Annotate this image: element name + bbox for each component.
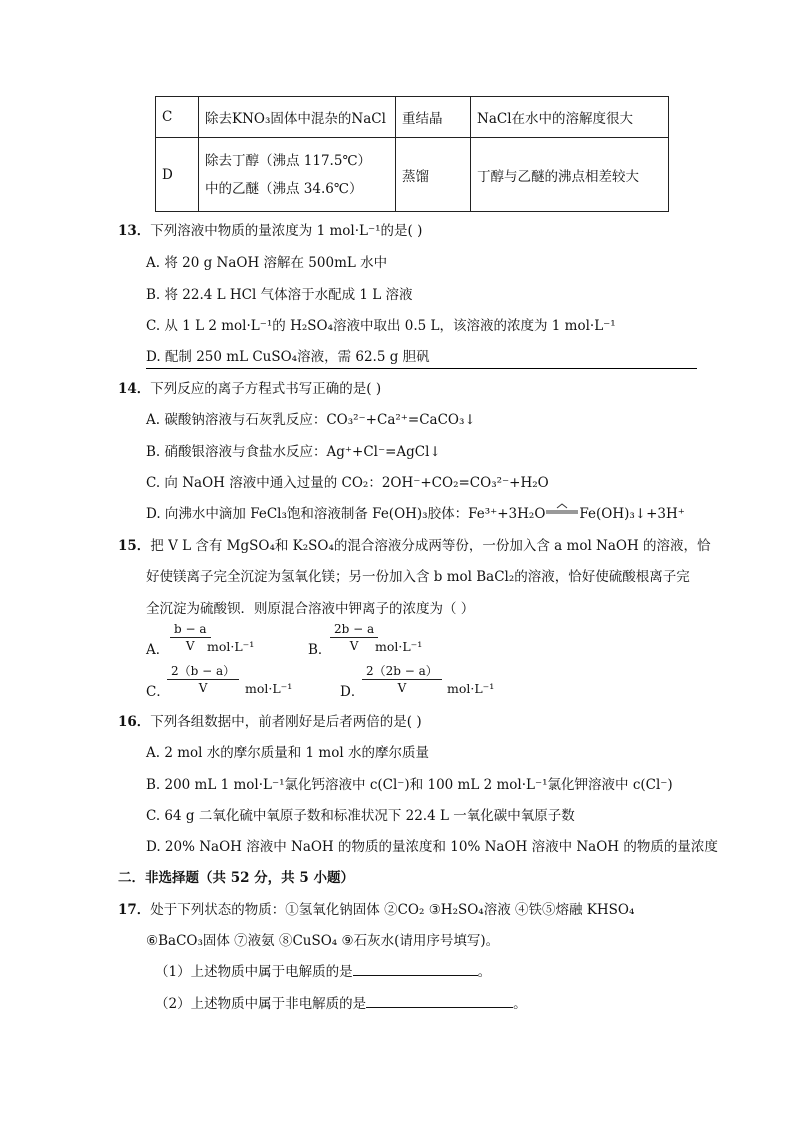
equation-left: D. 向沸水中滴加 FeCl₃饱和溶液制备 Fe(OH)₃胶体：Fe³⁺+3H₂O: [146, 506, 546, 522]
unit: mol·L⁻¹: [447, 681, 495, 696]
reason-cell: NaCl在水中的溶解度很大: [471, 97, 669, 138]
question-16-stem: [118, 710, 422, 730]
option-b-label: B．: [308, 642, 332, 658]
equation-right: Fe(OH)₃↓+3H⁺: [579, 506, 685, 522]
question-number: 15．: [118, 538, 151, 554]
option-d: D. 20% NaOH 溶液中 NaOH 的物质的量浓度和 10% NaOH 溶液中 NaOH 的物质的量浓度: [146, 839, 718, 855]
task-cell: [199, 138, 396, 212]
denominator: V: [349, 639, 359, 653]
question-13-stem: [118, 219, 422, 239]
question-text: 下列反应的离子方程式书写正确的是( ): [150, 381, 382, 397]
method-cell: 重结晶: [396, 97, 471, 138]
question-14-stem: [118, 377, 381, 397]
numerator: 2b − a: [330, 622, 378, 638]
task-line-2: 中的乙醚（沸点 34.6℃）: [205, 180, 363, 197]
question-text: 下列溶液中物质的量浓度为 1 mol·L⁻¹的是( ): [150, 223, 423, 239]
numerator: 2（2b − a）: [362, 664, 442, 680]
option-c: C. 向 NaOH 溶液中通入过量的 CO₂：2OH⁻+CO₂=CO₃²⁻+H₂O: [146, 475, 549, 491]
denominator: V: [397, 681, 407, 695]
part-2-end: 。: [513, 996, 527, 1012]
question-text: 下列各组数据中，前者刚好是后者两倍的是( ): [150, 714, 422, 730]
option-c-label: C．: [146, 684, 170, 700]
options-table: [155, 96, 669, 212]
task-cell: 除去KNO₃固体中混杂的NaCl: [199, 97, 396, 138]
unit: mol·L⁻¹: [207, 639, 255, 654]
unit: mol·L⁻¹: [375, 639, 423, 654]
part-1: [155, 960, 491, 980]
question-text: 把 V L 含有 MgSO₄和 K₂SO₄的混合溶液分成两等份，一份加入含 a mol NaOH 的溶液，恰: [150, 538, 711, 554]
question-number: 13．: [118, 223, 151, 239]
option-a: A. 将 20 g NaOH 溶解在 500mL 水中: [146, 255, 388, 271]
part-2-text: （2）上述物质中属于非电解质的是: [155, 996, 367, 1012]
option-b: B. 将 22.4 L HCl 气体溶于水配成 1 L 溶液: [146, 287, 413, 303]
question-15-line-1: [118, 534, 711, 554]
task-line-1: 除去丁醇（沸点 117.5℃）: [205, 152, 372, 169]
numerator: 2（b − a）: [167, 664, 239, 680]
option-d: D. 配制 250 mL CuSO₄溶液，需 62.5 g 胆矾: [146, 349, 430, 365]
question-number: 16．: [118, 714, 151, 730]
option-a: A. 2 mol 水的摩尔质量和 1 mol 水的摩尔质量: [146, 745, 429, 761]
question-15-line-3: 全沉淀为硫酸钡．则原混合溶液中钾离子的浓度为（ ）: [146, 601, 475, 617]
option-c-fraction: [167, 664, 239, 696]
part-1-end: 。: [477, 964, 492, 980]
row-label: C: [156, 97, 199, 138]
unit: mol·L⁻¹: [245, 681, 293, 696]
option-a: A. 碳酸钠溶液与石灰乳反应：CO₃²⁻+Ca²⁺=CaCO₃↓: [146, 412, 476, 428]
numerator: b − a: [170, 622, 211, 638]
method-cell: 蒸馏: [396, 138, 471, 212]
option-b: B. 200 mL 1 mol·L⁻¹氯化钙溶液中 c(Cl⁻)和 100 mL 2 mol·L⁻¹氯化钾溶液中 c(Cl⁻): [146, 777, 673, 793]
table-row: [156, 97, 669, 138]
answer-blank[interactable]: [353, 962, 478, 976]
table-row: [156, 138, 669, 212]
question-number: 17．: [118, 902, 151, 918]
reason-cell: 丁醇与乙醚的沸点相差较大: [471, 138, 669, 212]
denominator: V: [185, 639, 195, 653]
option-c: C. 64 g 二氧化硫中氧原子数和标准状况下 22.4 L 一氧化碳中氧原子数: [146, 808, 575, 824]
option-b: B. 硝酸银溶液与食盐水反应：Ag⁺+Cl⁻=AgCl↓: [146, 444, 441, 460]
question-17-line-1: [118, 898, 634, 918]
question-text: 处于下列状态的物质：①氢氧化钠固体 ②CO₂ ③H₂SO₄溶液 ④铁⑤熔融 KHSO₄: [150, 902, 635, 918]
option-d-fraction: [362, 664, 442, 696]
option-a-fraction: [170, 622, 211, 654]
option-c: C. 从 1 L 2 mol·L⁻¹的 H₂SO₄溶液中取出 0.5 L，该溶液的浓度为 1 mol·L⁻¹: [146, 318, 616, 334]
denominator: V: [198, 681, 208, 695]
heating-arrow: [545, 508, 579, 518]
question-15-line-2: 好使镁离子完全沉淀为氢氧化镁；另一份加入含 b mol BaCl₂的溶液，恰好使硫酸根离子完: [146, 569, 690, 585]
section-heading: 二．非选择题（共 52 分，共 5 小题）: [118, 870, 354, 886]
option-d-label: D．: [340, 684, 365, 700]
row-label: D: [156, 138, 199, 212]
question-number: 14．: [118, 381, 151, 397]
option-d: [146, 502, 685, 522]
option-b-fraction: [330, 622, 378, 654]
part-2: [155, 992, 527, 1012]
option-a-label: A．: [146, 642, 170, 658]
question-17-line-2: ⑥BaCO₃固体 ⑦液氨 ⑧CuSO₄ ⑨石灰水(请用序号填写)。: [146, 933, 500, 949]
answer-blank[interactable]: [366, 994, 513, 1008]
part-1-text: （1）上述物质中属于电解质的是: [155, 964, 353, 980]
divider-line: [146, 368, 697, 369]
